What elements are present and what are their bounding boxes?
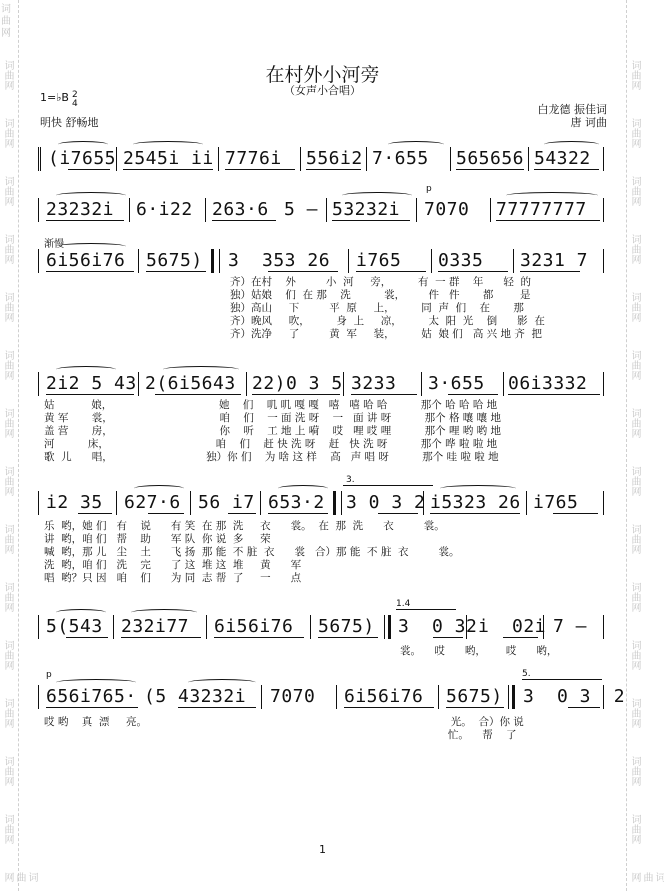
measure: 3·655 <box>428 373 485 394</box>
watermark-text: 词曲网 <box>629 640 640 670</box>
watermark-text: 词曲网 <box>2 408 13 438</box>
score-row-2 <box>38 184 604 222</box>
measure: 3 353 26 <box>228 250 331 271</box>
lyricist-credit: 白龙德 振佳词 <box>537 103 607 116</box>
measure: 5(543 <box>46 616 103 637</box>
measure: 3 0 3 2 <box>523 686 626 707</box>
measure: 3 0 32 <box>398 616 478 637</box>
measure: 565656 <box>456 148 525 169</box>
lyric-line: 河 床， 咱 们 赶 快 洗 呀 赶 快 洗 呀 那个 哗 啦 啦 地 <box>44 438 498 450</box>
measure: 653·2 <box>268 492 325 513</box>
watermark-text: 词曲网 <box>2 756 13 786</box>
measure: 7 — <box>553 616 588 637</box>
measure: 2545i ii <box>123 148 214 169</box>
lyric-line: 齐）在村 外 小 河 旁， 有 一 群 年 轻 的 <box>230 276 532 288</box>
measure: 54322 <box>534 148 591 169</box>
measure: 7070 <box>270 686 316 707</box>
watermark-text: 词曲网 <box>2 60 13 90</box>
watermark-text: 词曲网 <box>2 350 13 380</box>
composer-credit: 唐 诃曲 <box>570 116 607 129</box>
measure: 6i56i76 <box>214 616 294 637</box>
watermark-text: 词曲网 <box>2 524 13 554</box>
tempo-marking: 明快 舒畅地 <box>40 116 99 129</box>
watermark-text: 词曲网 <box>2 582 13 612</box>
lyric-line: 唱 哟？只 因 咱 们 为 同 志 帮 了 一 点 <box>44 572 302 584</box>
measure: 263·6 <box>212 199 269 220</box>
watermark-text: 词曲网 <box>629 408 640 438</box>
watermark-text: 词曲网 <box>2 466 13 496</box>
lyric-line: 姑 娘， 她 们 叽 叽 嘎 嘎 嘻 嘻 哈 哈 那个 哈 哈 哈 地 <box>44 399 498 411</box>
measure: 6i56i76 <box>46 250 126 271</box>
lyric-line: 哎 哟 真 漂 亮。 光。 合）你 说 <box>44 716 524 728</box>
measure: 2(6i5643 <box>145 373 236 394</box>
measure: 23232i <box>46 199 115 220</box>
measure: 6i56i76 <box>344 686 424 707</box>
dynamic-mark: p <box>46 670 52 680</box>
lyric-line: 盖 营 房， 你 听 工 地 上 嗬 哎 哩 哎 哩 那个 哩 哟 哟 地 <box>44 425 501 437</box>
watermark-text: 词曲网 <box>2 234 13 264</box>
watermark-text: 词曲网 <box>2 698 13 728</box>
watermark-text: 词曲网 <box>629 234 640 264</box>
lyric-line: 黄 军 裳， 咱 们 一 面 洗 呀 一 面 讲 呀 那个 格 嚷 嚷 地 <box>44 412 501 424</box>
volta-marking: 3. <box>346 475 355 485</box>
measure: 232i77 <box>121 616 190 637</box>
measure: 556i2 <box>306 148 363 169</box>
score-row-7 <box>38 669 626 709</box>
lyric-line: 歌 儿 唱， 独）你 们 为 啥 这 样 高 声 唱 呀 那个 哇 啦 啦 地 <box>44 451 499 463</box>
watermark-text: 词曲网 <box>629 60 640 90</box>
measure: i 02i <box>478 616 547 637</box>
watermark-text: 词曲网 <box>629 756 640 786</box>
lyric-line: 喊 哟，那 儿 尘 土 飞 扬 那 能 不 脏 衣 裳 合）那 能 不 脏 衣 裳。 <box>44 546 460 558</box>
lyric-line: 独）高山 下 平 原 上， 同 声 们 在 那 <box>230 302 524 314</box>
watermark-text: 词曲网 <box>629 698 640 728</box>
lyric-line: 齐）洗净 了 黄 军 装， 姑 娘 们 高 兴 地 齐 把 <box>230 328 543 340</box>
measure: 22)0 3 5 <box>252 373 343 394</box>
measure: 5675) <box>318 616 375 637</box>
watermark-text: 词曲网 <box>629 292 640 322</box>
time-signature <box>72 91 78 109</box>
watermark-text: 词曲网 <box>629 466 640 496</box>
watermark-text: 词曲网 <box>629 582 640 612</box>
watermark-text: 词曲网 <box>629 176 640 206</box>
measure: i2 35 <box>46 492 103 513</box>
measure: 6·i22 <box>136 199 193 220</box>
page-number: 1 <box>319 843 326 856</box>
measure: 3233 <box>351 373 397 394</box>
lyric-line: 洗 哟，咱 们 洗 完 了 这 堆 这 堆 黄 军 <box>44 559 302 571</box>
watermark-text: 词曲网 <box>629 814 640 844</box>
watermark-text: 词曲网 <box>2 176 13 206</box>
watermark-text: 词曲网 <box>1 4 11 39</box>
watermark-text: 词曲网 <box>2 814 13 844</box>
measure: 5675) <box>146 250 203 271</box>
lyric-line: 独）姑娘 们 在 那 洗 裳， 件 件 都 是 <box>230 289 531 301</box>
measure: 3 0 3 2 <box>346 492 426 513</box>
volta-marking: 1.4 <box>396 599 411 609</box>
watermark-text: 词曲网 <box>629 350 640 380</box>
lyric-line: 忙。 帮 了 <box>44 729 517 741</box>
measure: 5675) <box>446 686 503 707</box>
measure: 7776i <box>225 148 282 169</box>
tempo-change-mark: 渐慢 <box>44 239 64 250</box>
measure: 656i765· <box>46 686 137 707</box>
watermark-text: 词曲网 <box>629 872 664 882</box>
watermark-text: 词曲网 <box>629 118 640 148</box>
score-row-5 <box>38 475 604 515</box>
watermark-left-margin <box>0 0 37 891</box>
score-row-6 <box>38 599 604 639</box>
measure: 627·6 <box>124 492 181 513</box>
measure: 06i3332 <box>508 373 588 394</box>
measure: 0335 <box>438 250 484 271</box>
score-row-3 <box>38 249 604 273</box>
key-signature: 1=♭B <box>40 91 69 104</box>
lyric-line: 乐 哟，她 们 有 说 有 笑 在 那 洗 衣 裳。 在 那 洗 衣 裳。 <box>44 520 445 532</box>
measure: 3231 7 <box>520 250 589 271</box>
watermark-text: 词曲网 <box>2 640 13 670</box>
lyric-line: 齐）晚风 吹， 身 上 凉， 太 阳 光 倒 影 在 <box>230 315 545 327</box>
measure: i765 <box>533 492 579 513</box>
score-row-4 <box>38 372 604 396</box>
watermark-right-margin <box>626 0 664 891</box>
measure: 53232i <box>332 199 401 220</box>
lyric-line: 讲 哟，咱 们 帮 助 军 队 你 说 多 荣 <box>44 533 271 545</box>
measure: 2i2 5 43 <box>46 373 137 394</box>
measure: (5 43232i <box>144 686 247 707</box>
measure: 5 — <box>284 199 319 220</box>
measure: i5323 26 <box>430 492 521 513</box>
measure: 7070 <box>424 199 470 220</box>
watermark-text: 词曲网 <box>2 872 37 882</box>
time-bottom: 4 <box>72 99 78 109</box>
measure: 77777777 <box>496 199 587 220</box>
watermark-text: 词曲网 <box>2 118 13 148</box>
measure: 7·655 <box>372 148 429 169</box>
time-top: 2 <box>72 90 78 100</box>
song-title: 在村外小河旁 <box>265 64 380 86</box>
dynamic-mark: p <box>426 184 432 194</box>
song-subtitle: （女声小合唱） <box>284 84 361 97</box>
watermark-text: 词曲网 <box>629 524 640 554</box>
watermark-text: 词曲网 <box>2 292 13 322</box>
measure: i765 <box>356 250 402 271</box>
score-row-1 <box>38 147 604 171</box>
measure: 56 i7 <box>198 492 255 513</box>
lyric-line: 裳。 哎 哟， 哎 哟， <box>400 645 558 657</box>
measure: (i7655 <box>48 148 117 169</box>
volta-marking: 5. <box>522 669 531 679</box>
